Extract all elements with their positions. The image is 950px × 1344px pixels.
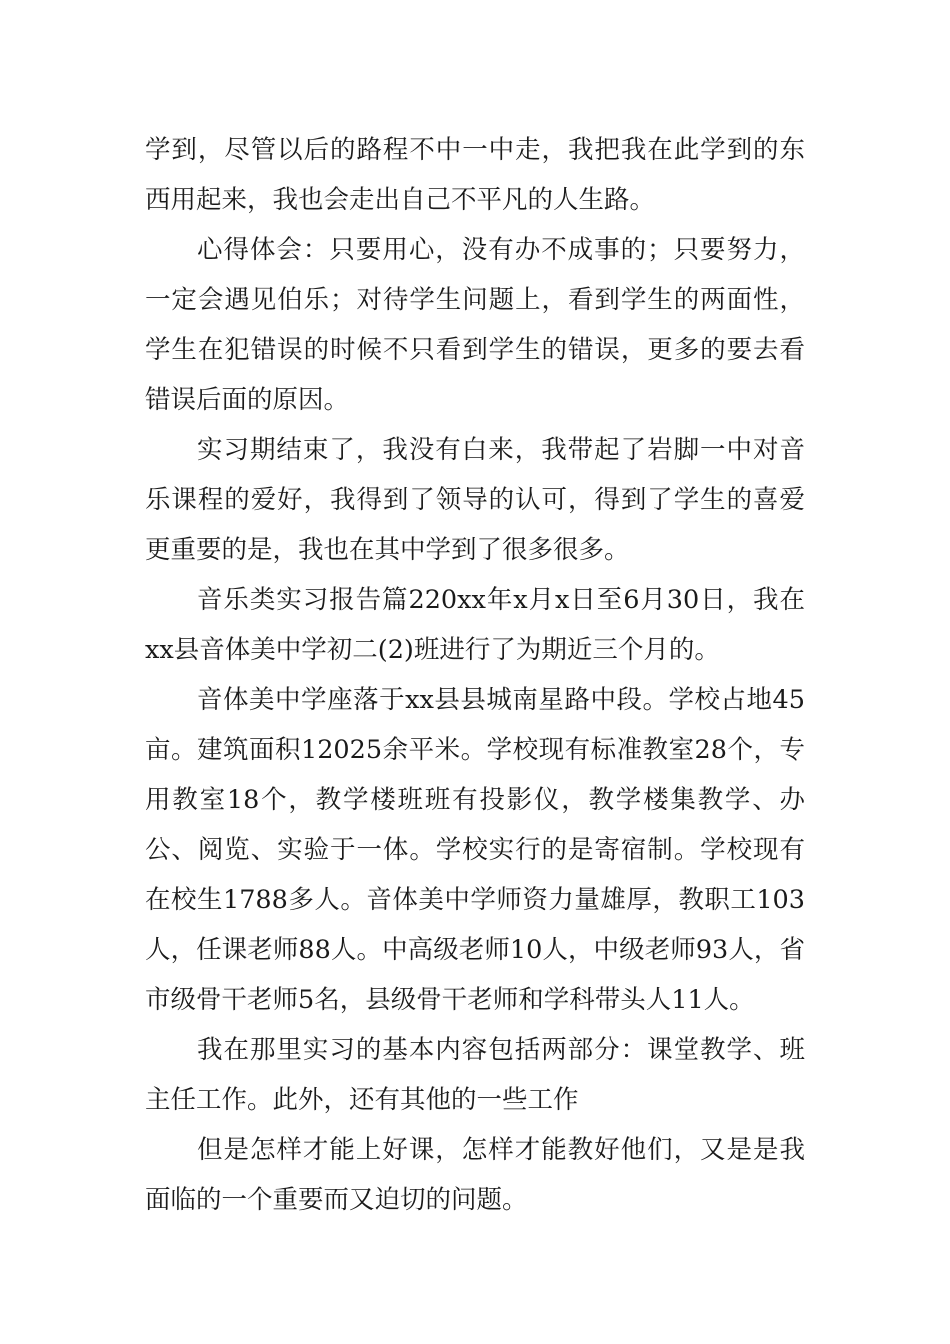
paragraph-5: 音体美中学座落于xx县县城南星路中段。学校占地45亩。建筑面积12025余平米。学校现有标准教室28个，专用教室18个，教学楼班班有投影仪，教学楼集教学、办公、阅览、实验于一体。学校实行的是寄宿制。学校现有在校生1788多人。音体美中学师资力量雄厚，教职工103人，任课老师88人。中高级老师10人，中级老师93人，省市级骨干老师5名，县级骨干老师和学科带头人11人。: [145, 685, 805, 1015]
paragraph-1: 学到，尽管以后的路程不中一中走，我把我在此学到的东西用起来，我也会走出自己不平凡的人生路。: [145, 135, 805, 215]
paragraph-4: 音乐类实习报告篇220xx年x月x日至6月30日，我在xx县音体美中学初二(2)班进行了为期近三个月的。: [145, 585, 805, 665]
paragraph-3: 实习期结束了，我没有白来，我带起了岩脚一中对音乐课程的爱好，我得到了领导的认可，得到了学生的喜爱更重要的是，我也在其中学到了很多很多。: [145, 435, 805, 565]
paragraph-2: 心得体会：只要用心，没有办不成事的；只要努力，一定会遇见伯乐；对待学生问题上，看到学生的两面性，学生在犯错误的时候不只看到学生的错误，更多的要去看错误后面的原因。: [145, 235, 805, 415]
paragraph-6: 我在那里实习的基本内容包括两部分：课堂教学、班主任工作。此外，还有其他的一些工作: [145, 1035, 805, 1115]
paragraph-7: 但是怎样才能上好课，怎样才能教好他们，又是是我面临的一个重要而又迫切的问题。: [145, 1135, 805, 1215]
document-body: [145, 125, 805, 1225]
